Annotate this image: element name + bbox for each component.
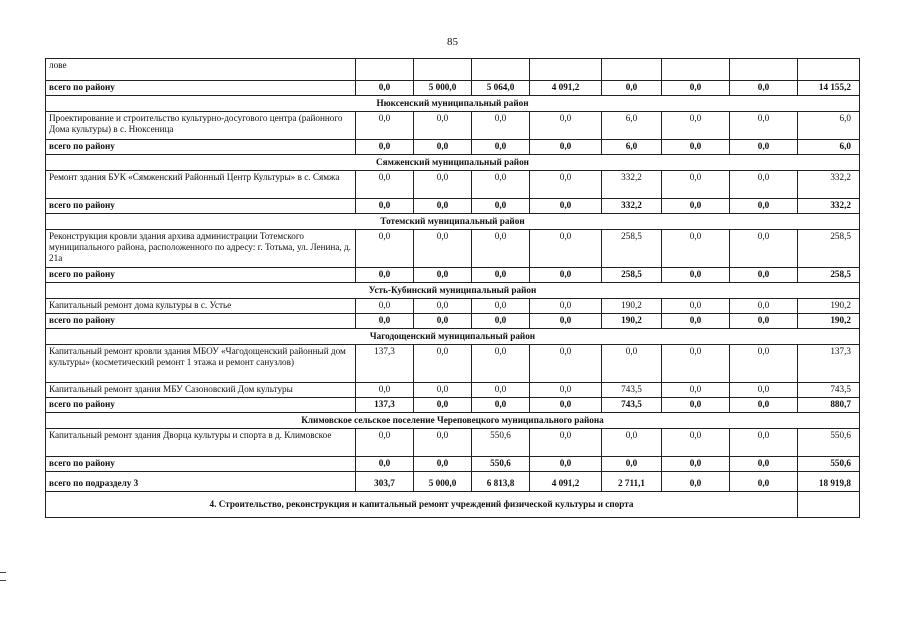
- value-cell: 137,3: [798, 345, 860, 383]
- section-heading: Сямженский муниципальный район: [46, 155, 860, 171]
- value-cell: 5 000,0: [414, 81, 472, 96]
- value-cell: 550,6: [472, 457, 530, 472]
- value-cell: 0,0: [662, 383, 730, 398]
- value-cell: 0,0: [662, 268, 730, 283]
- value-cell: 0,0: [356, 112, 414, 140]
- value-cell: 0,0: [414, 299, 472, 314]
- value-cell: 0,0: [530, 314, 602, 329]
- value-cell: 303,7: [356, 472, 414, 492]
- value-cell: 0,0: [356, 457, 414, 472]
- value-cell: 0,0: [414, 199, 472, 214]
- item-name: Капитальный ремонт здания МБУ Сазоновский Дом культуры: [46, 383, 356, 398]
- value-cell: 2 711,1: [602, 472, 662, 492]
- value-cell: 137,3: [356, 398, 414, 413]
- value-cell: 18 919,8: [798, 472, 860, 492]
- page-number: 85: [447, 36, 458, 48]
- value-cell: 258,5: [602, 230, 662, 268]
- value-cell: [798, 59, 860, 81]
- value-cell: 0,0: [730, 314, 798, 329]
- value-cell: 0,0: [530, 429, 602, 457]
- margin-mark: [0, 580, 6, 581]
- value-cell: 0,0: [356, 81, 414, 96]
- value-cell: 0,0: [662, 457, 730, 472]
- section-row: [46, 214, 860, 230]
- section-row: [46, 283, 860, 299]
- total-row: [46, 81, 860, 96]
- value-cell: 0,0: [356, 314, 414, 329]
- value-cell: 258,5: [798, 268, 860, 283]
- value-cell: 0,0: [530, 457, 602, 472]
- value-cell: 0,0: [472, 299, 530, 314]
- item-name: Проектирование и строительство культурно-досугового центра (районного Дома культуры) в с. Нюксеница: [46, 112, 356, 140]
- value-cell: 0,0: [530, 140, 602, 155]
- section-row: [46, 413, 860, 429]
- value-cell: 6,0: [602, 140, 662, 155]
- value-cell: 0,0: [356, 230, 414, 268]
- value-cell: [530, 59, 602, 81]
- table-row: [46, 230, 860, 268]
- value-cell: 743,5: [798, 383, 860, 398]
- value-cell: 743,5: [602, 383, 662, 398]
- value-cell: 0,0: [730, 140, 798, 155]
- value-cell: 0,0: [602, 457, 662, 472]
- total-label: всего по району: [46, 457, 356, 472]
- value-cell: 0,0: [602, 81, 662, 96]
- value-cell: 0,0: [662, 230, 730, 268]
- value-cell: 880,7: [798, 398, 860, 413]
- value-cell: 0,0: [730, 268, 798, 283]
- value-cell: 6 813,8: [472, 472, 530, 492]
- value-cell: 0,0: [414, 457, 472, 472]
- value-cell: 0,0: [414, 171, 472, 199]
- value-cell: 0,0: [662, 112, 730, 140]
- budget-table: [45, 58, 860, 518]
- value-cell: 0,0: [414, 230, 472, 268]
- value-cell: 550,6: [472, 429, 530, 457]
- value-cell: 0,0: [662, 345, 730, 383]
- value-cell: 0,0: [530, 230, 602, 268]
- total-row: [46, 472, 860, 492]
- value-cell: 137,3: [356, 345, 414, 383]
- total-row: [46, 268, 860, 283]
- value-cell: 0,0: [662, 472, 730, 492]
- value-cell: 14 155,2: [798, 81, 860, 96]
- value-cell: 332,2: [798, 171, 860, 199]
- table-row: [46, 299, 860, 314]
- section-heading: Усть-Кубинский муниципальный район: [46, 283, 860, 299]
- total-row: [46, 140, 860, 155]
- value-cell: 190,2: [602, 314, 662, 329]
- value-cell: 0,0: [472, 314, 530, 329]
- total-label: всего по району: [46, 314, 356, 329]
- value-cell: 0,0: [730, 472, 798, 492]
- value-cell: 0,0: [530, 383, 602, 398]
- table-row: [46, 171, 860, 199]
- value-cell: 0,0: [730, 230, 798, 268]
- value-cell: 0,0: [472, 199, 530, 214]
- value-cell: 258,5: [602, 268, 662, 283]
- table-row: [46, 429, 860, 457]
- total-label: всего по району: [46, 81, 356, 96]
- value-cell: 0,0: [730, 429, 798, 457]
- empty-cell: [798, 492, 860, 518]
- value-cell: 0,0: [662, 429, 730, 457]
- value-cell: 743,5: [602, 398, 662, 413]
- value-cell: 0,0: [414, 268, 472, 283]
- value-cell: 0,0: [530, 112, 602, 140]
- value-cell: 6,0: [602, 112, 662, 140]
- value-cell: 190,2: [798, 314, 860, 329]
- value-cell: 0,0: [356, 383, 414, 398]
- total-row: [46, 398, 860, 413]
- section-heading: Тотемский муниципальный район: [46, 214, 860, 230]
- section-row: [46, 329, 860, 345]
- value-cell: [662, 59, 730, 81]
- value-cell: 0,0: [356, 299, 414, 314]
- value-cell: 6,0: [798, 140, 860, 155]
- table-row: [46, 345, 860, 383]
- value-cell: 0,0: [530, 299, 602, 314]
- value-cell: 0,0: [414, 383, 472, 398]
- table-row: [46, 383, 860, 398]
- value-cell: 332,2: [602, 199, 662, 214]
- total-label: всего по району: [46, 140, 356, 155]
- value-cell: 0,0: [730, 299, 798, 314]
- section-row: [46, 155, 860, 171]
- value-cell: 0,0: [356, 171, 414, 199]
- value-cell: 550,6: [798, 457, 860, 472]
- value-cell: 0,0: [730, 81, 798, 96]
- item-name: Капитальный ремонт кровли здания МБОУ «Чагодощенский районный дом культуры» (косметический ремонт 1 этажа и ремонт санузлов): [46, 345, 356, 383]
- value-cell: 332,2: [602, 171, 662, 199]
- item-name: лове: [46, 59, 356, 81]
- value-cell: 0,0: [414, 314, 472, 329]
- value-cell: 190,2: [602, 299, 662, 314]
- item-name: Ремонт здания БУК «Сямженский Районный Центр Культуры» в с. Сямжа: [46, 171, 356, 199]
- value-cell: 0,0: [414, 345, 472, 383]
- table-row: [46, 59, 860, 81]
- value-cell: 0,0: [662, 299, 730, 314]
- value-cell: 0,0: [530, 345, 602, 383]
- value-cell: 550,6: [798, 429, 860, 457]
- final-section-heading: 4. Строительство, реконструкция и капитальный ремонт учреждений физической культуры и спорта: [46, 492, 798, 518]
- margin-mark: [0, 572, 6, 573]
- value-cell: 0,0: [414, 112, 472, 140]
- value-cell: 0,0: [472, 398, 530, 413]
- total-label: всего по подразделу 3: [46, 472, 356, 492]
- value-cell: 0,0: [662, 199, 730, 214]
- value-cell: 0,0: [356, 199, 414, 214]
- value-cell: 6,0: [798, 112, 860, 140]
- value-cell: [356, 59, 414, 81]
- value-cell: 0,0: [356, 140, 414, 155]
- value-cell: 190,2: [798, 299, 860, 314]
- section-heading: Климовское сельское поселение Череповецкого муниципального района: [46, 413, 860, 429]
- item-name: Капитальный ремонт дома культуры в с. Устье: [46, 299, 356, 314]
- value-cell: 0,0: [662, 81, 730, 96]
- value-cell: 0,0: [530, 171, 602, 199]
- value-cell: 0,0: [530, 398, 602, 413]
- total-row: [46, 314, 860, 329]
- section-heading-row: [46, 492, 860, 518]
- value-cell: 0,0: [472, 140, 530, 155]
- value-cell: 0,0: [414, 398, 472, 413]
- total-label: всего по району: [46, 398, 356, 413]
- value-cell: 0,0: [472, 230, 530, 268]
- value-cell: 0,0: [472, 171, 530, 199]
- section-heading: Нюксенский муниципальный район: [46, 96, 860, 112]
- value-cell: 4 091,2: [530, 472, 602, 492]
- value-cell: 0,0: [730, 457, 798, 472]
- value-cell: 0,0: [530, 268, 602, 283]
- value-cell: 0,0: [730, 345, 798, 383]
- value-cell: 0,0: [414, 429, 472, 457]
- value-cell: 0,0: [472, 345, 530, 383]
- value-cell: [414, 59, 472, 81]
- value-cell: 0,0: [472, 383, 530, 398]
- value-cell: 0,0: [730, 171, 798, 199]
- value-cell: 0,0: [730, 112, 798, 140]
- value-cell: [602, 59, 662, 81]
- value-cell: 0,0: [602, 345, 662, 383]
- value-cell: 0,0: [356, 268, 414, 283]
- value-cell: 0,0: [662, 398, 730, 413]
- item-name: Капитальный ремонт здания Дворца культуры и спорта в д. Климовское: [46, 429, 356, 457]
- table-row: [46, 112, 860, 140]
- value-cell: 4 091,2: [530, 81, 602, 96]
- section-row: [46, 96, 860, 112]
- total-label: всего по району: [46, 268, 356, 283]
- total-row: [46, 457, 860, 472]
- value-cell: 5 000,0: [414, 472, 472, 492]
- value-cell: 0,0: [662, 171, 730, 199]
- value-cell: [730, 59, 798, 81]
- value-cell: 0,0: [602, 429, 662, 457]
- value-cell: 0,0: [730, 199, 798, 214]
- value-cell: 0,0: [472, 268, 530, 283]
- value-cell: [472, 59, 530, 81]
- value-cell: 332,2: [798, 199, 860, 214]
- value-cell: 0,0: [662, 314, 730, 329]
- value-cell: 0,0: [662, 140, 730, 155]
- value-cell: 0,0: [530, 199, 602, 214]
- value-cell: 5 064,0: [472, 81, 530, 96]
- total-label: всего по району: [46, 199, 356, 214]
- total-row: [46, 199, 860, 214]
- value-cell: 0,0: [730, 383, 798, 398]
- item-name: Реконструкция кровли здания архива администрации Тотемского муниципального района, расположенного по адресу: г. Тотьма, ул. Ленина, д. 21а: [46, 230, 356, 268]
- value-cell: 258,5: [798, 230, 860, 268]
- section-heading: Чагодощенский муниципальный район: [46, 329, 860, 345]
- value-cell: 0,0: [472, 112, 530, 140]
- value-cell: 0,0: [414, 140, 472, 155]
- value-cell: 0,0: [356, 429, 414, 457]
- value-cell: 0,0: [730, 398, 798, 413]
